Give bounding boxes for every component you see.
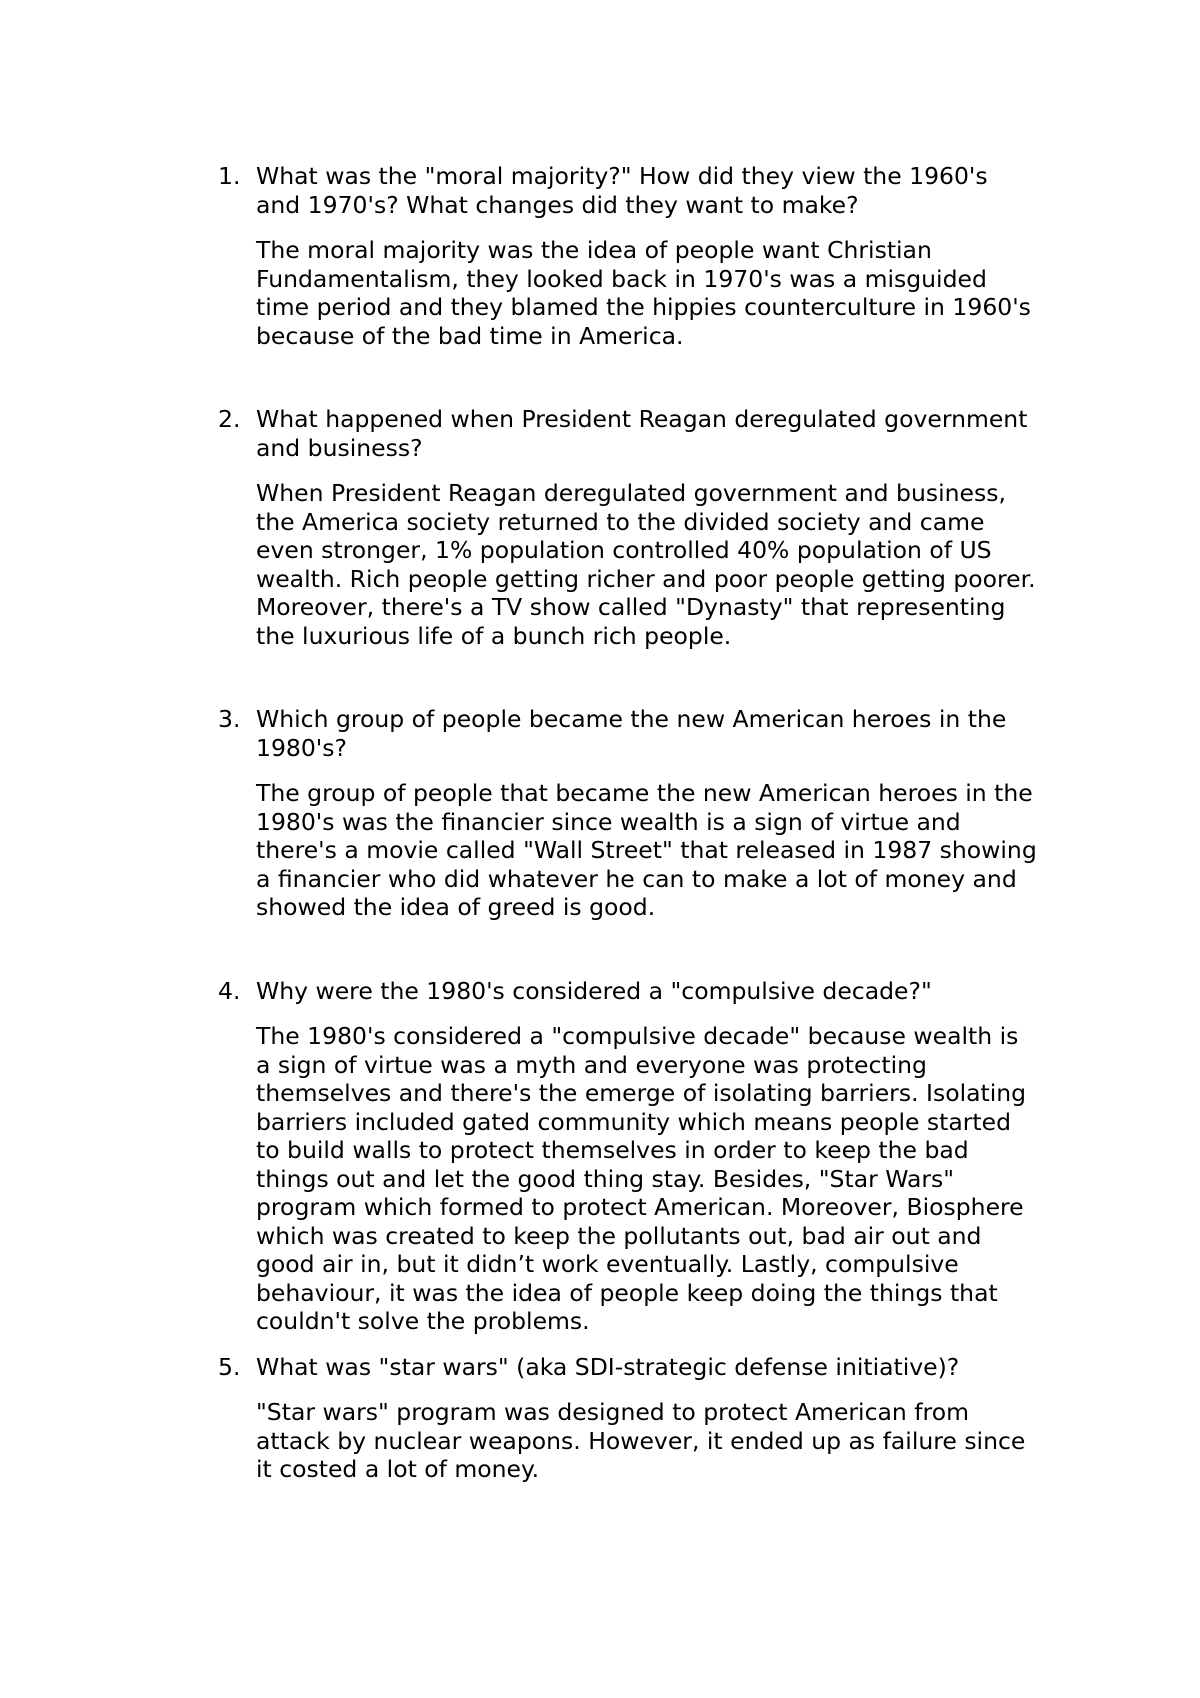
question-number: 2.: [218, 405, 241, 433]
question-item: [218, 977, 1038, 1336]
question-item: [218, 162, 1038, 350]
answer-text: The group of people that became the new American heroes in the 1980's was the financier since wealth is a sign of virtue and there's a movie called "Wall Street" that released in 1987 showing a financier who did whatever he can to make a lot of money and showed the idea of greed is good.: [256, 779, 1037, 921]
question-text: What was the "moral majority?" How did they view the 1960's and 1970's? What changes did they want to make?: [256, 162, 988, 219]
question-text: What happened when President Reagan deregulated government and business?: [256, 405, 1028, 462]
question-number: 4.: [218, 976, 241, 1005]
answer-text: The 1980's considered a "compulsive decade" because wealth is a sign of virtue was a myth and everyone was protecting themselves and there's the emerge of isolating barriers. Isolating barriers included gated community which means people started to build walls to protect themselves in order to keep the bad things out and let the good thing stay. Besides, "Star Wars" program which formed to protect American. Moreover, Biosphere which was created to keep the pollutants out, bad air out and good air in, but it didn’t work eventually. Lastly, compulsive behaviour, it was the idea of people keep doing the things that couldn't solve the problems.: [256, 1022, 1027, 1335]
question-list: [218, 162, 1038, 1484]
answer-text: "Star wars" program was designed to protect American from attack by nuclear weapons. However, it ended up as failure since it costed a lot of money.: [256, 1398, 1026, 1483]
question-number: 1.: [218, 162, 241, 190]
question-text: Which group of people became the new American heroes in the 1980's?: [256, 705, 1007, 762]
question-number: 5.: [218, 1352, 241, 1381]
question-item: [218, 1353, 1038, 1484]
question-text: Why were the 1980's considered a "compulsive decade?": [256, 976, 932, 1005]
answer-text: The moral majority was the idea of people want Christian Fundamentalism, they looked back in 1970's was a misguided time period and they blamed the hippies counterculture in 1960's because of the bad time in America.: [256, 236, 1031, 350]
question-number: 3.: [218, 705, 241, 733]
answer-text: When President Reagan deregulated government and business, the America society returned to the divided society and came even stronger, 1% population controlled 40% population of US wealth. Rich people getting richer and poor people getting poorer. Moreover, there's a TV show called "Dynasty" that representing the luxurious life of a bunch rich people.: [256, 479, 1036, 650]
question-item: [218, 405, 1038, 650]
question-item: [218, 705, 1038, 922]
question-text: What was "star wars" (aka SDI-strategic defense initiative)?: [256, 1352, 960, 1381]
